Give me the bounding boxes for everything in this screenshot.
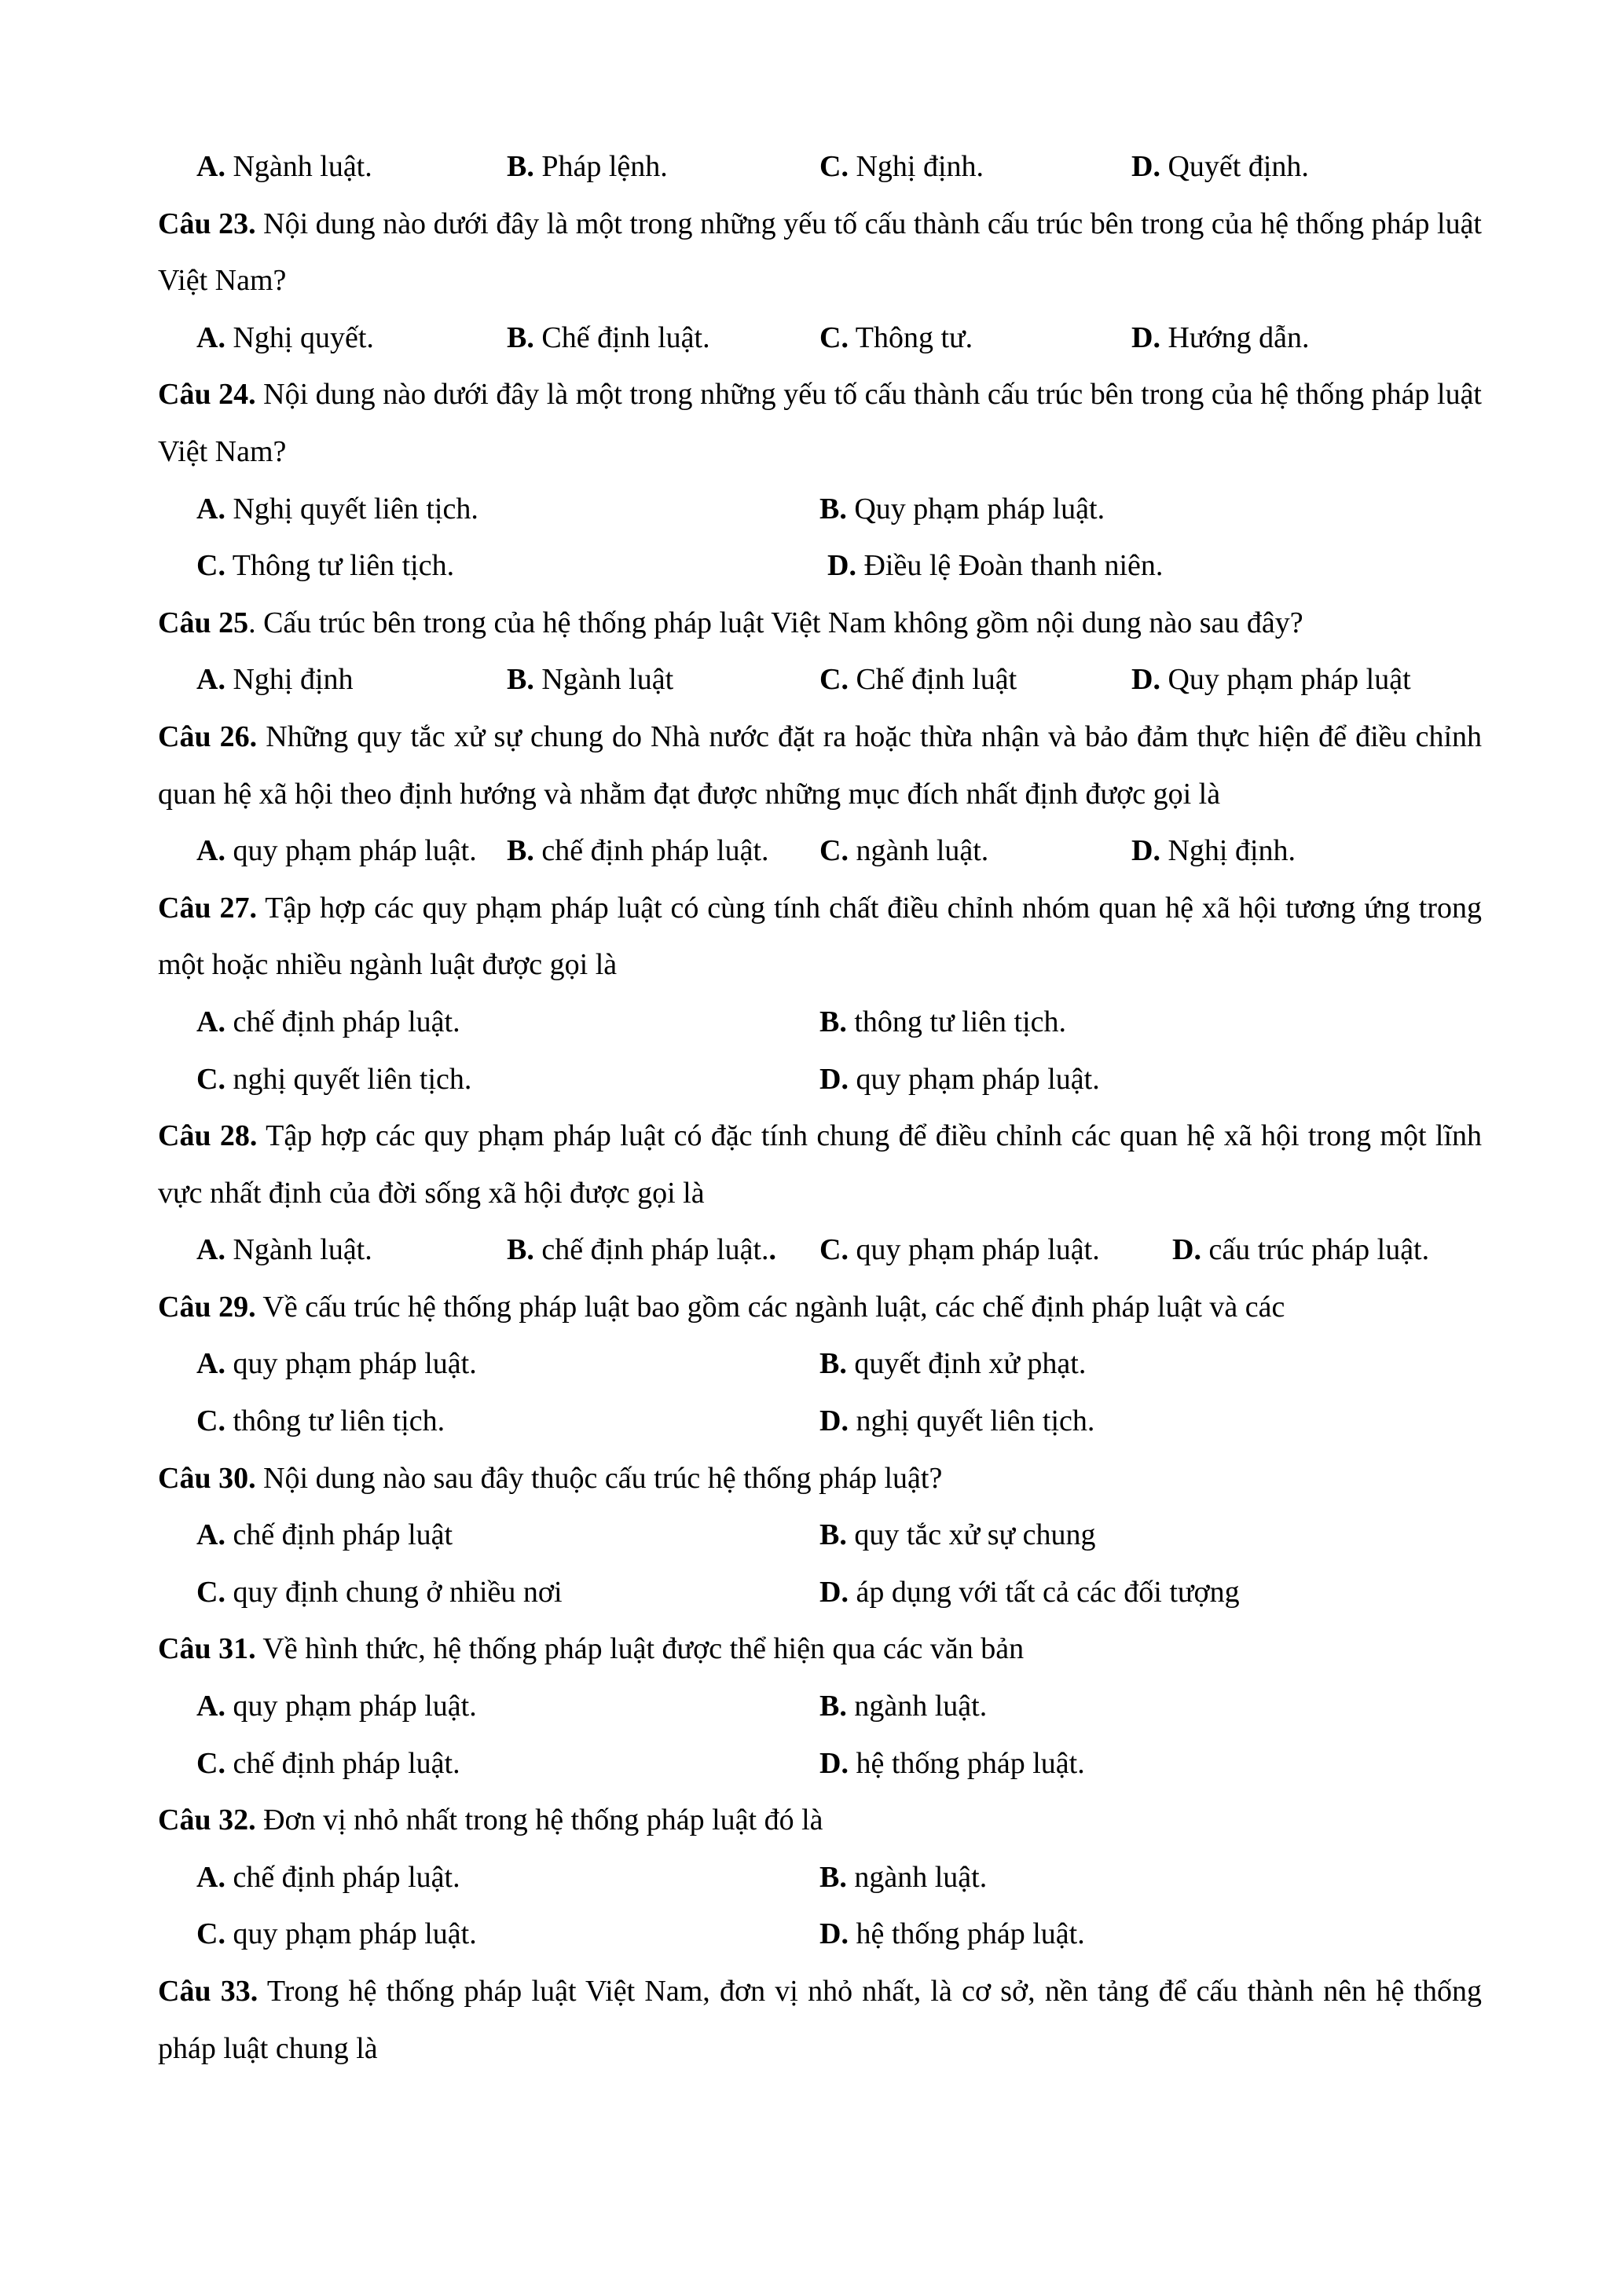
option-c: C. Nghị định. [819, 150, 984, 183]
q29-options-cd [158, 1393, 1482, 1450]
option-c: C. Chế định luật [819, 663, 1017, 697]
document-page [158, 138, 1482, 2077]
q23-options [158, 309, 1482, 367]
question-30: Câu 30. Nội dung nào sau đây thuộc cấu trúc hệ thống pháp luật? [158, 1461, 943, 1495]
option-b: B. Pháp lệnh. [507, 150, 668, 183]
q30-options-ab [158, 1507, 1482, 1564]
question-23: Câu 23. Nội dung nào dưới đây là một trong những yếu tố cấu thành cấu trúc bên trong của hệ thống pháp luật Việt Nam? [158, 207, 1482, 298]
q31-options-cd [158, 1735, 1482, 1792]
option-b: B. Ngành luật [507, 663, 674, 697]
q32-options-ab [158, 1849, 1482, 1906]
option-b: B. Chế định luật. [507, 320, 710, 354]
q29-options-ab [158, 1335, 1482, 1393]
option-d: D. cấu trúc pháp luật. [1172, 1233, 1430, 1267]
option-c: C. Thông tư liên tịch. [196, 549, 455, 583]
option-d: D. Điều lệ Đoàn thanh niên. [827, 549, 1164, 583]
option-b: B. quy tắc xử sự chung [819, 1518, 1096, 1552]
option-c: C. nghị quyết liên tịch. [196, 1062, 472, 1096]
option-a: A. chế định pháp luật. [196, 1005, 460, 1038]
question-26: Câu 26. Những quy tắc xử sự chung do Nhà nước đặt ra hoặc thừa nhận và bảo đảm thực hiện để điều chỉnh quan hệ xã hội theo định hướng và nhằm đạt được những mục đích nhất định được gọi là [158, 720, 1482, 811]
option-b: B. Quy phạm pháp luật. [819, 492, 1105, 525]
option-c: C. quy định chung ở nhiều nơi [196, 1575, 563, 1609]
question-33: Câu 33. Trong hệ thống pháp luật Việt Nam, đơn vị nhỏ nhất, là cơ sở, nền tảng để cấu thành nên hệ thống pháp luật chung là [158, 1975, 1482, 2065]
question-24: Câu 24. Nội dung nào dưới đây là một trong những yếu tố cấu thành cấu trúc bên trong của hệ thống pháp luật Việt Nam? [158, 378, 1482, 468]
q25-options [158, 651, 1482, 709]
option-c: C. quy phạm pháp luật. [196, 1917, 477, 1951]
option-d: D. Hướng dẫn. [1131, 320, 1310, 354]
option-b: B. chế định pháp luật.. [507, 1233, 776, 1267]
option-d: D. Quyết định. [1131, 150, 1309, 183]
q28-options [158, 1221, 1482, 1279]
option-b: B. ngành luật. [819, 1690, 988, 1723]
option-c: C. Thông tư. [819, 320, 973, 354]
q24-options-ab [158, 481, 1482, 538]
option-d: D. hệ thống pháp luật. [819, 1746, 1085, 1780]
question-25: Câu 25. Cấu trúc bên trong của hệ thống pháp luật Việt Nam không gồm nội dung nào sau đây? [158, 606, 1303, 639]
option-a: A. quy phạm pháp luật. [196, 834, 477, 868]
q27-options-cd [158, 1051, 1482, 1108]
option-c: C. thông tư liên tịch. [196, 1404, 445, 1438]
option-d: D. Quy phạm pháp luật [1131, 663, 1411, 697]
q27-options-ab [158, 994, 1482, 1051]
q31-options-ab [158, 1678, 1482, 1735]
question-28: Câu 28. Tập hợp các quy phạm pháp luật có đặc tính chung để điều chỉnh các quan hệ xã hội trong một lĩnh vực nhất định của đời sống xã hội được gọi là [158, 1119, 1482, 1210]
question-32: Câu 32. Đơn vị nhỏ nhất trong hệ thống pháp luật đó là [158, 1803, 823, 1837]
option-d: D. nghị quyết liên tịch. [819, 1404, 1095, 1438]
option-b: B. chế định pháp luật. [507, 834, 769, 868]
option-c: C. ngành luật. [819, 834, 989, 868]
option-b: B. quyết định xử phạt. [819, 1347, 1087, 1381]
option-a: A. chế định pháp luật [196, 1518, 453, 1552]
q26-options [158, 822, 1482, 880]
option-a: A. Ngành luật. [196, 150, 372, 183]
option-d: D. Nghị định. [1131, 834, 1296, 868]
q30-options-cd [158, 1564, 1482, 1621]
option-c: C. quy phạm pháp luật. [819, 1233, 1100, 1267]
option-c: C. chế định pháp luật. [196, 1746, 460, 1780]
option-b: B. ngành luật. [819, 1860, 988, 1894]
option-a: A. chế định pháp luật. [196, 1860, 460, 1894]
option-a: A. Nghị quyết. [196, 320, 374, 354]
option-a: A. quy phạm pháp luật. [196, 1347, 477, 1381]
q32-options-cd [158, 1906, 1482, 1963]
option-d: D. hệ thống pháp luật. [819, 1917, 1085, 1951]
option-a: A. quy phạm pháp luật. [196, 1690, 477, 1723]
q24-options-cd [158, 537, 1482, 595]
question-31: Câu 31. Về hình thức, hệ thống pháp luật được thể hiện qua các văn bản [158, 1632, 1025, 1666]
question-29: Câu 29. Về cấu trúc hệ thống pháp luật bao gồm các ngành luật, các chế định pháp luật và các [158, 1290, 1285, 1324]
option-d: D. áp dụng với tất cả các đối tượng [819, 1575, 1240, 1609]
q22-options [158, 138, 1482, 196]
option-d: D. quy phạm pháp luật. [819, 1062, 1100, 1096]
option-a: A. Nghị quyết liên tịch. [196, 492, 478, 525]
option-b: B. thông tư liên tịch. [819, 1005, 1067, 1038]
question-27: Câu 27. Tập hợp các quy phạm pháp luật có cùng tính chất điều chỉnh nhóm quan hệ xã hội tương ứng trong một hoặc nhiều ngành luật được gọi là [158, 891, 1482, 982]
option-a: A. Nghị định [196, 663, 354, 697]
option-a: A. Ngành luật. [196, 1233, 372, 1267]
